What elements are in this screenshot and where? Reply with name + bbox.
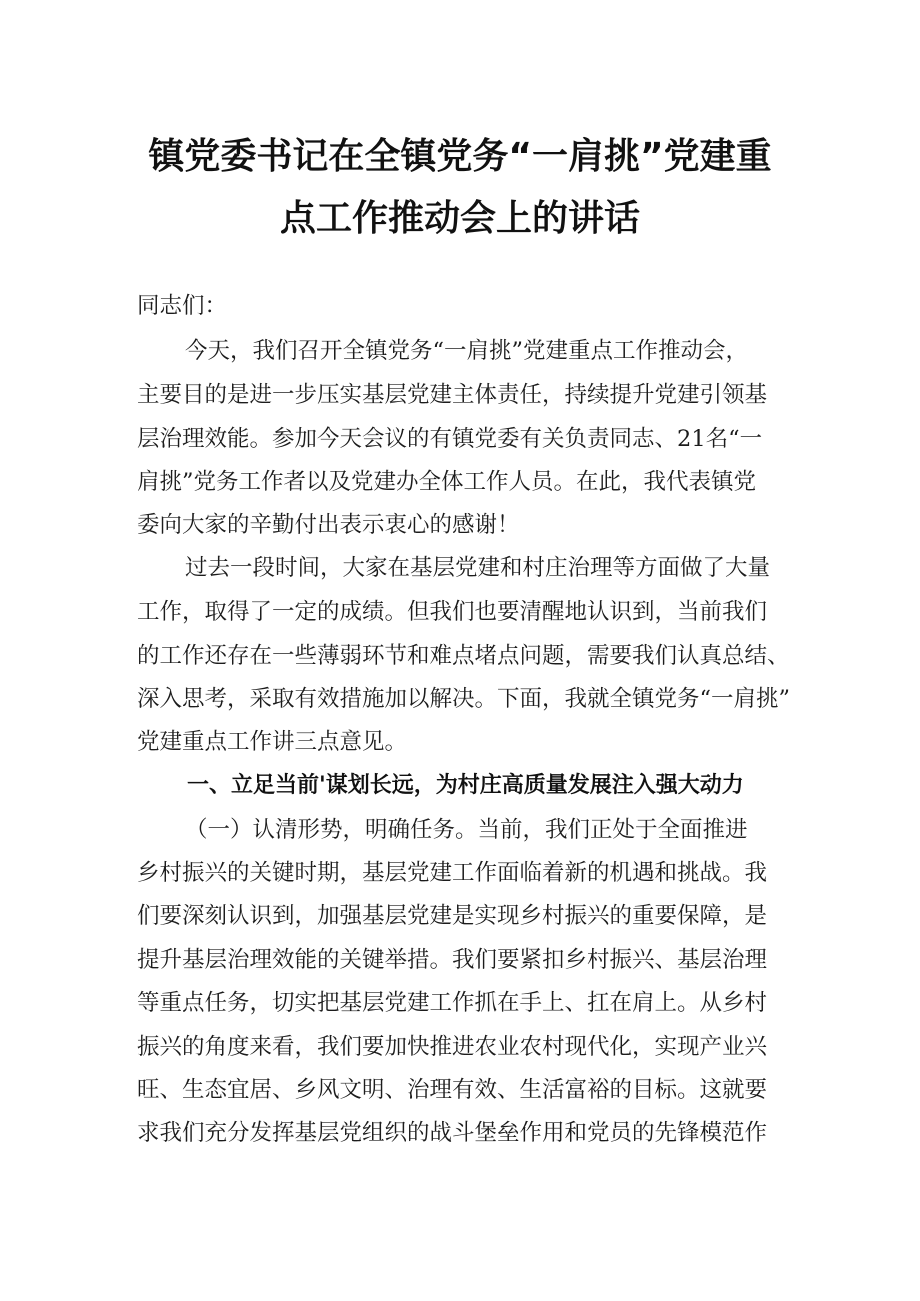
salutation: 同志们： (137, 293, 228, 319)
section-paragraph-line-8: 求我们充分发挥基层党组织的战斗堡垒作用和党员的先锋模范作 (137, 1120, 768, 1146)
section-paragraph-line-2: 乡村振兴的关键时期，基层党建工作面临着新的机遇和挑战。我 (137, 860, 768, 886)
paragraph-2-line-3: 的工作还存在一些薄弱环节和难点堵点问题，需要我们认真总结、 (137, 643, 790, 669)
document-title-line-1: 镇党委书记在全镇党务“一肩挑”党建重 (148, 136, 772, 177)
paragraph-2-line-5: 党建重点工作讲三点意见。 (137, 729, 408, 755)
paragraph-2-line-4: 深入思考，采取有效措施加以解决。下面，我就全镇党务“一肩挑” (137, 686, 791, 712)
paragraph-2-line-2: 工作，取得了一定的成绩。但我们也要清醒地认识到，当前我们 (137, 599, 768, 625)
section-paragraph-line-1: （一）认清形势，明确任务。当前，我们正处于全面推进 (185, 817, 748, 843)
paragraph-1-line-4: 肩挑”党务工作者以及党建办全体工作人员。在此，我代表镇党 (137, 469, 757, 495)
paragraph-2-line-1: 过去一段时间，大家在基层党建和村庄治理等方面做了大量 (185, 555, 771, 581)
section-paragraph-line-3: 们要深刻认识到，加强基层党建是实现乡村振兴的重要保障，是 (137, 903, 768, 929)
paragraph-1-line-2: 主要目的是进一步压实基层党建主体责任，持续提升党建引领基 (137, 382, 768, 408)
section-paragraph-line-7: 旺、生态宜居、乡风文明、治理有效、生活富裕的目标。这就要 (137, 1077, 768, 1103)
paragraph-1-line-5: 委向大家的辛勤付出表示衷心的感谢！ (137, 512, 520, 538)
section-paragraph-line-4: 提升基层治理效能的关键举措。我们要紧扣乡村振兴、基层治理 (137, 947, 768, 973)
document-title-line-2: 点工作推动会上的讲话 (279, 198, 640, 239)
section-paragraph-line-5: 等重点任务，切实把基层党建工作抓在手上、扛在肩上。从乡村 (137, 990, 768, 1016)
section-paragraph-line-6: 振兴的角度来看，我们要加快推进农业农村现代化，实现产业兴 (137, 1034, 768, 1060)
paragraph-1-line-3: 层治理效能。参加今天会议的有镇党委有关负责同志、21名“一 (137, 426, 763, 452)
paragraph-1-line-1: 今天，我们召开全镇党务“一肩挑”党建重点工作推动会， (185, 338, 749, 364)
section-heading: 一、立足当前'谋划长远，为村庄高质量发展注入强大动力 (187, 773, 744, 798)
